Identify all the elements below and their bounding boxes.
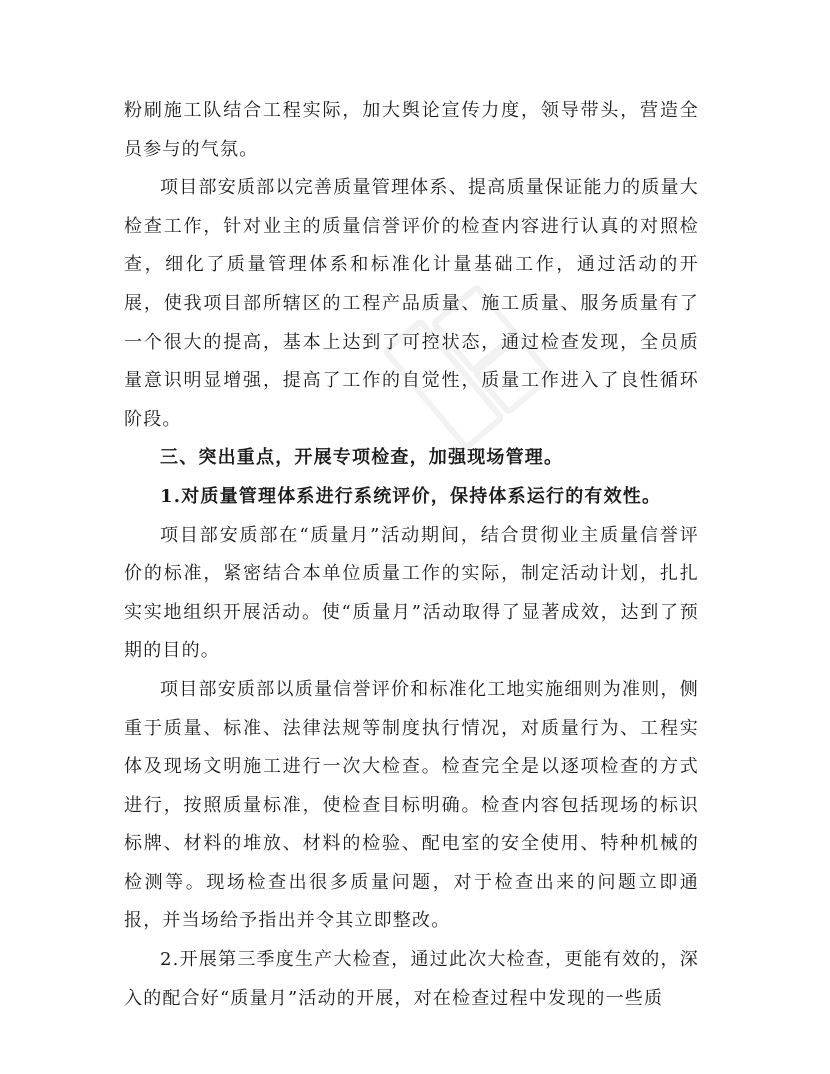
document-body (124, 92, 699, 1018)
paragraph-site-inspection: 项目部安质部以质量信誉评价和标准化工地实施细则为准则，侧重于质量、标准、法律法规等制度执行情况，对质量行为、工程实体及现场文明施工进行一次大检查。检查完全是以逐项检查的方式进行，按照质量标准，使检查目标明确。检查内容包括现场的标识标牌、材料的堆放、材料的检验、配电室的安全使用、特种机械的检测等。现场检查出很多质量问题，对于检查出来的问题立即通报，并当场给予指出并令其立即整改。 (124, 678, 699, 932)
subsection-heading-1: 1.对质量管理体系进行系统评价，保持体系运行的有效性。 (160, 485, 662, 507)
section-heading-3: 三、突出重点，开展专项检查，加强现场管理。 (160, 447, 564, 469)
paragraph-third-quarter: 2.开展第三季度生产大检查，通过此次大检查，更能有效的，深入的配合好“质量月”活动的开展，对在检查过程中发现的一些质 (124, 949, 699, 1009)
paragraph-quality-inspection: 项目部安质部以完善质量管理体系、提高质量保证能力的质量大检查工作，针对业主的质量信誉评价的检查内容进行认真的对照检查，细化了质量管理体系和标准化计量基础工作，通过活动的开展，使我项目部所辖区的工程产品质量、施工质量、服务质量有了一个很大的提高，基本上达到了可控状态，通过检查发现，全员质量意识明显增强，提高了工作的自觉性，质量工作进入了良性循环阶段。 (124, 177, 699, 430)
paragraph-continuation: 粉刷施工队结合工程实际，加大舆论宣传力度，领导带头，营造全员参与的气氛。 (124, 100, 699, 160)
paragraph-quality-month: 项目部安质部在“质量月”活动期间，结合贯彻业主质量信誉评价的标准，紧密结合本单位质量工作的实际，制定活动计划，扎扎实实地组织开展活动。使“质量月”活动取得了显著成效，达到了预期的目的。 (124, 524, 699, 662)
